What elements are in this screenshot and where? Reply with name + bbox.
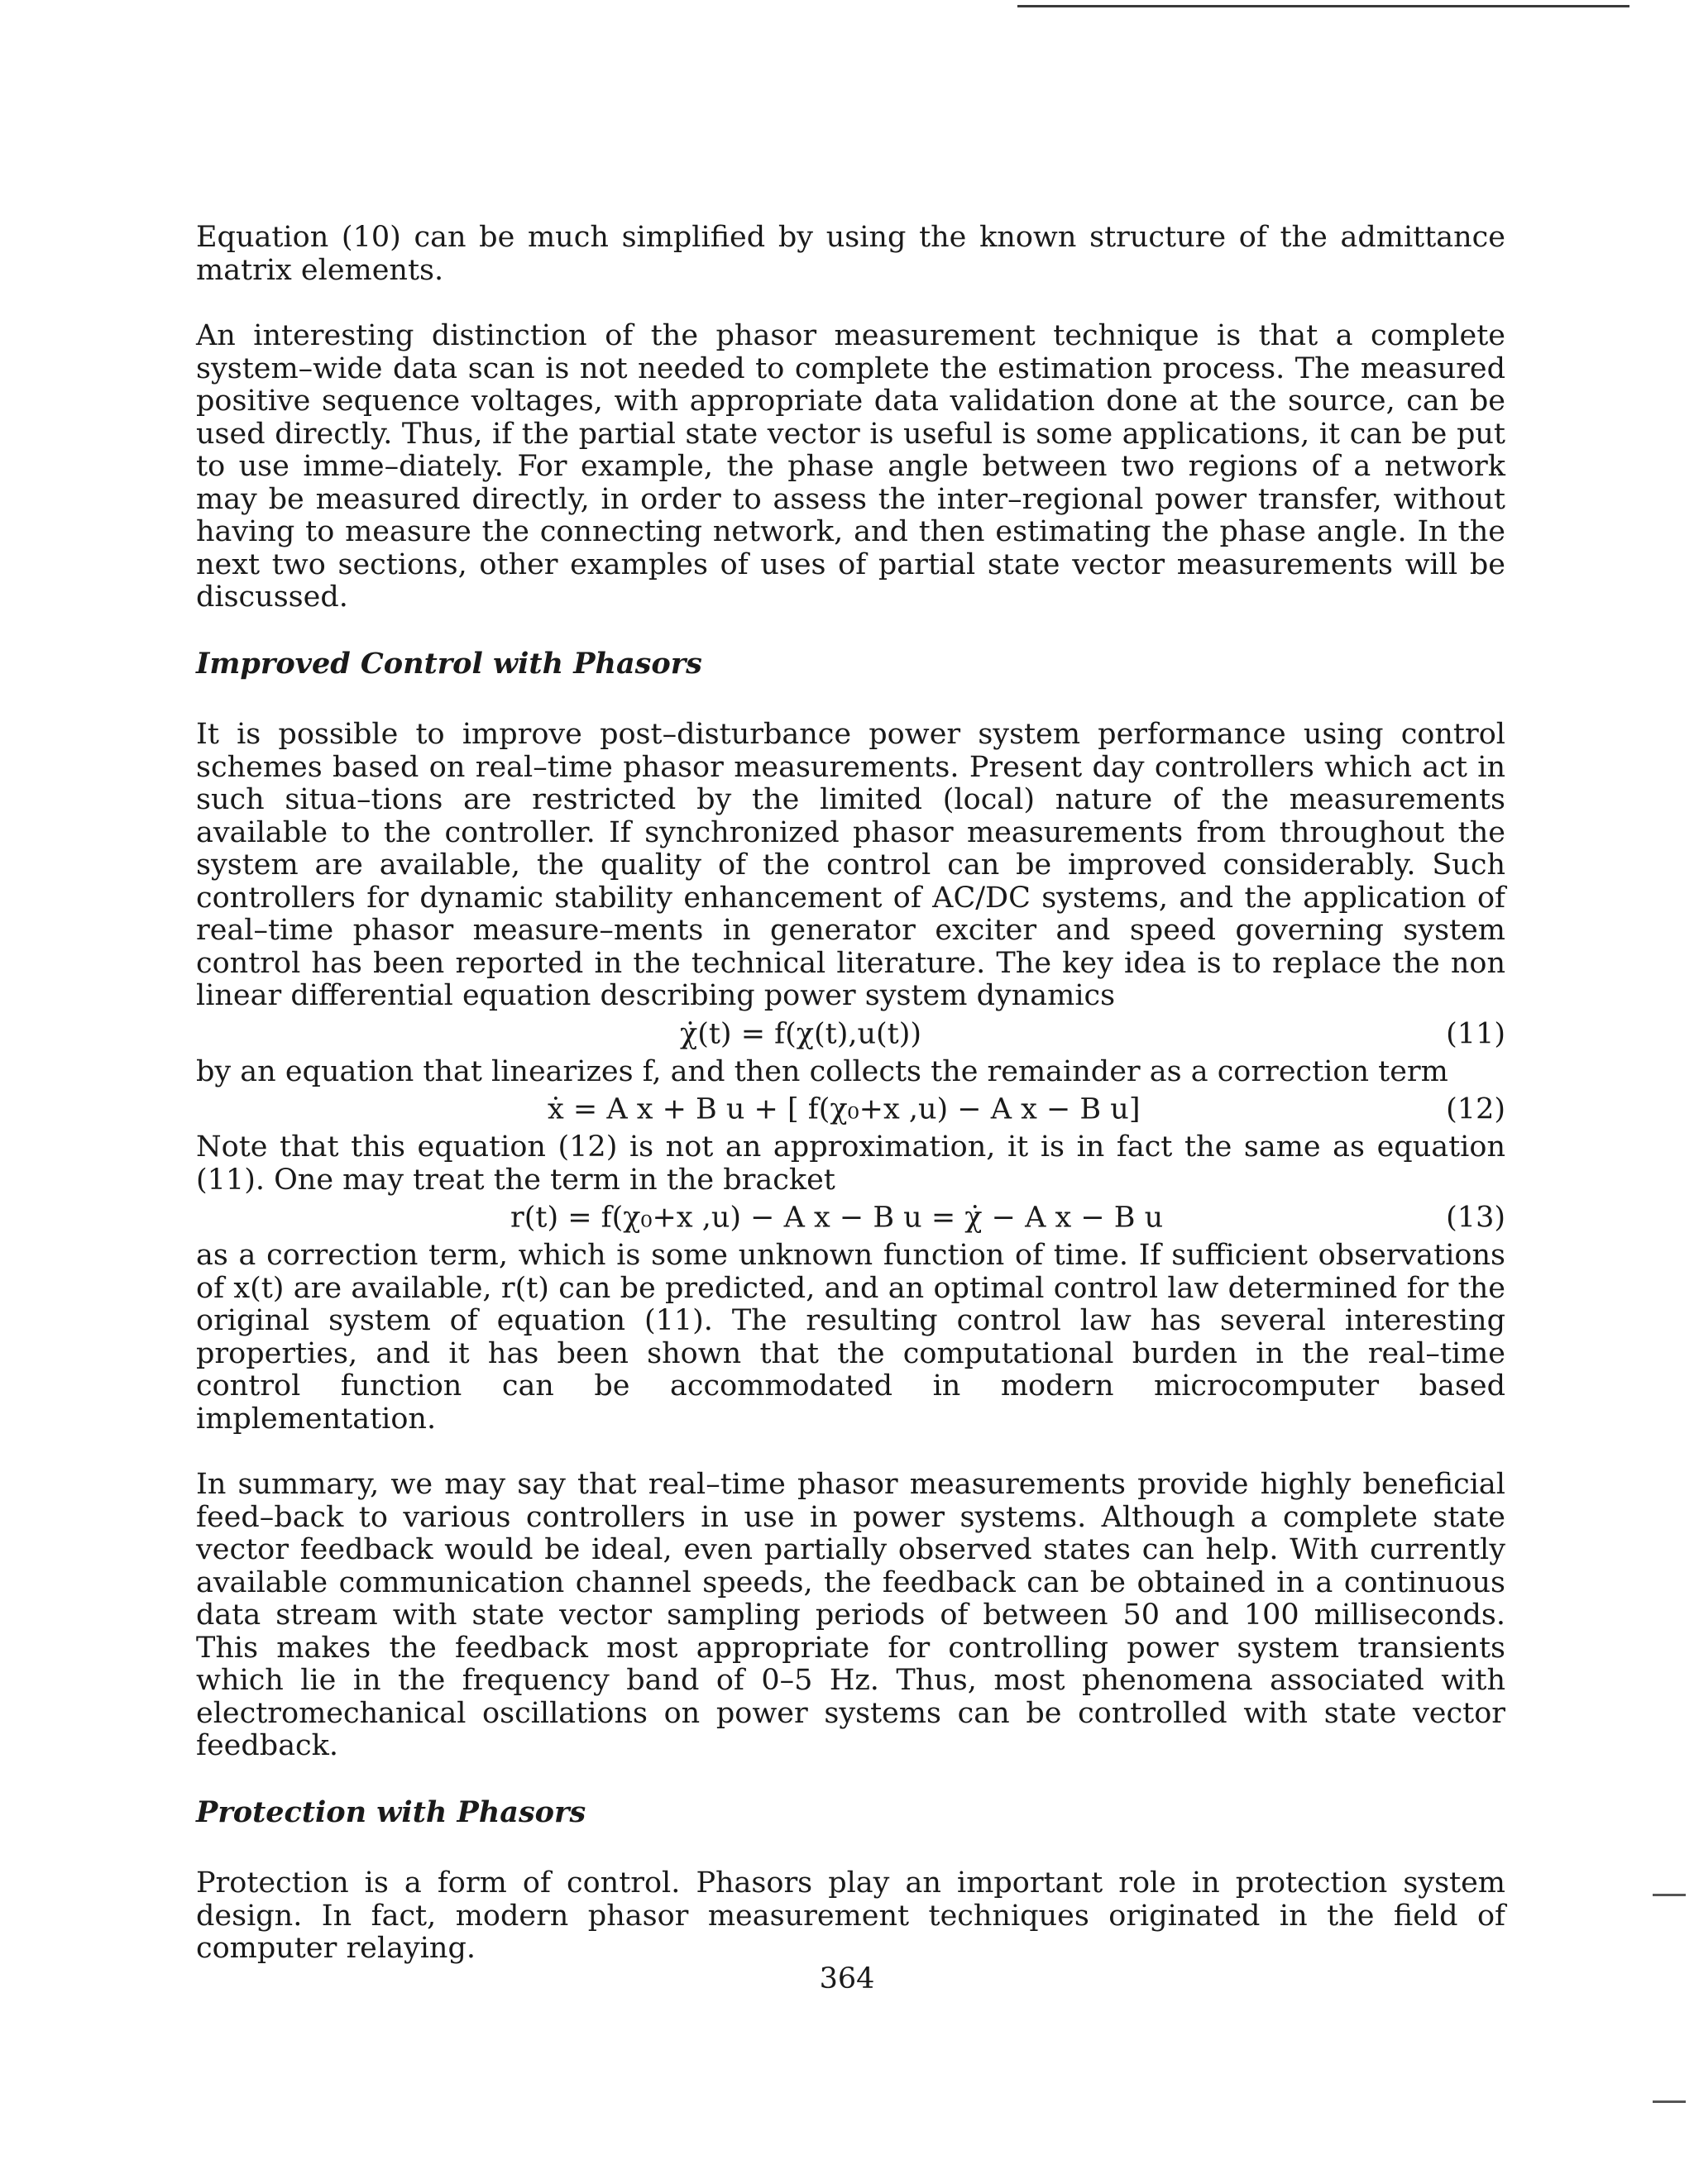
equation-11-body: χ̇(t) = f(χ(t),u(t)) [680,1016,922,1050]
paragraph-intro: Equation (10) can be much simplified by using the known structure of the admittance matrix elements. [196,221,1505,287]
scan-edge-rule [1017,5,1629,7]
page-number: 364 [819,1962,875,1995]
equation-11-number: (11) [1446,1016,1505,1050]
paragraph-correction: as a correction term, which is some unknown function of time. If sufficient observations of x(t) are available, r(t) can be predicted, and an optimal control law determined for the original system of equation (11). The resulting control law has several interesting properties, and it has been shown that the computational burden in the real–time control function can be accommodated in modern microcomputer based implementation. [196,1239,1505,1436]
margin-mark [1653,1894,1686,1896]
equation-13-number: (13) [1446,1201,1505,1235]
margin-mark [1653,2100,1686,2103]
section-heading-control: Improved Control with Phasors [196,646,702,681]
equation-12-number: (12) [1446,1092,1505,1126]
equation-12-body: ẋ = A x + B u + [ f(χ₀+x ,u) − A x − B u] [548,1092,1141,1126]
paragraph-distinction: An interesting distinction of the phasor measurement technique is that a complete system–wide data scan is not needed to complete the estimation process. The measured positive sequence voltages, with appropriate data validation done at the source, can be used directly. Thus, if the partial state vector is useful is some applications, it can be put to use imme–diately. For example, the phase angle between two regions of a network may be measured directly, in order to assess the inter–regional power transfer, without having to measure the connecting network, and then estimating the phase angle. In the next two sections, other examples of uses of partial state vector measurements will be discussed. [196,319,1505,614]
paragraph-note: Note that this equation (12) is not an approximation, it is in fact the same as equation (11). One may treat the term in the bracket [196,1130,1505,1197]
section-heading-protection: Protection with Phasors [196,1795,586,1829]
equation-13-body: r(t) = f(χ₀+x ,u) − A x − B u = χ̇ − A x − B u [510,1201,1164,1235]
paragraph-control-intro: It is possible to improve post–disturbance power system performance using control schemes based on real–time phasor measurements. Present day controllers which act in such situa–tions are restricted by the limited (local) nature of the measurements available to the controller. If synchronized phasor measurements from throughout the system are available, the quality of the control can be improved considerably. Such controllers for dynamic stability enhancement of AC/DC systems, and the application of real–time phasor measure–ments in generator exciter and speed governing system control has been reported in the technical literature. The key idea is to replace the non linear differential equation describing power system dynamics [196,718,1505,1012]
paragraph-protection: Protection is a form of control. Phasors play an important role in protection system design. In fact, modern phasor measurement techniques originated in the field of computer relaying. [196,1866,1505,1965]
equation-12 [196,1088,1505,1131]
equation-11 [196,1013,1505,1056]
paragraph-summary: In summary, we may say that real–time phasor measurements provide highly beneficial feed–back to various controllers in use in power systems. Although a complete state vector feedback would be ideal, even partially observed states can help. With currently available communication channel speeds, the feedback can be obtained in a continuous data stream with state vector sampling periods of between 50 and 100 milliseconds. This makes the feedback most appropriate for controlling power system transients which lie in the frequency band of 0–5 Hz. Thus, most phenomena associated with electromechanical oscillations on power systems can be controlled with state vector feedback. [196,1468,1505,1762]
equation-13 [196,1197,1505,1240]
page-body [196,222,1505,1966]
paragraph-linearize: by an equation that linearizes f, and then collects the remainder as a correction term [196,1054,1448,1088]
